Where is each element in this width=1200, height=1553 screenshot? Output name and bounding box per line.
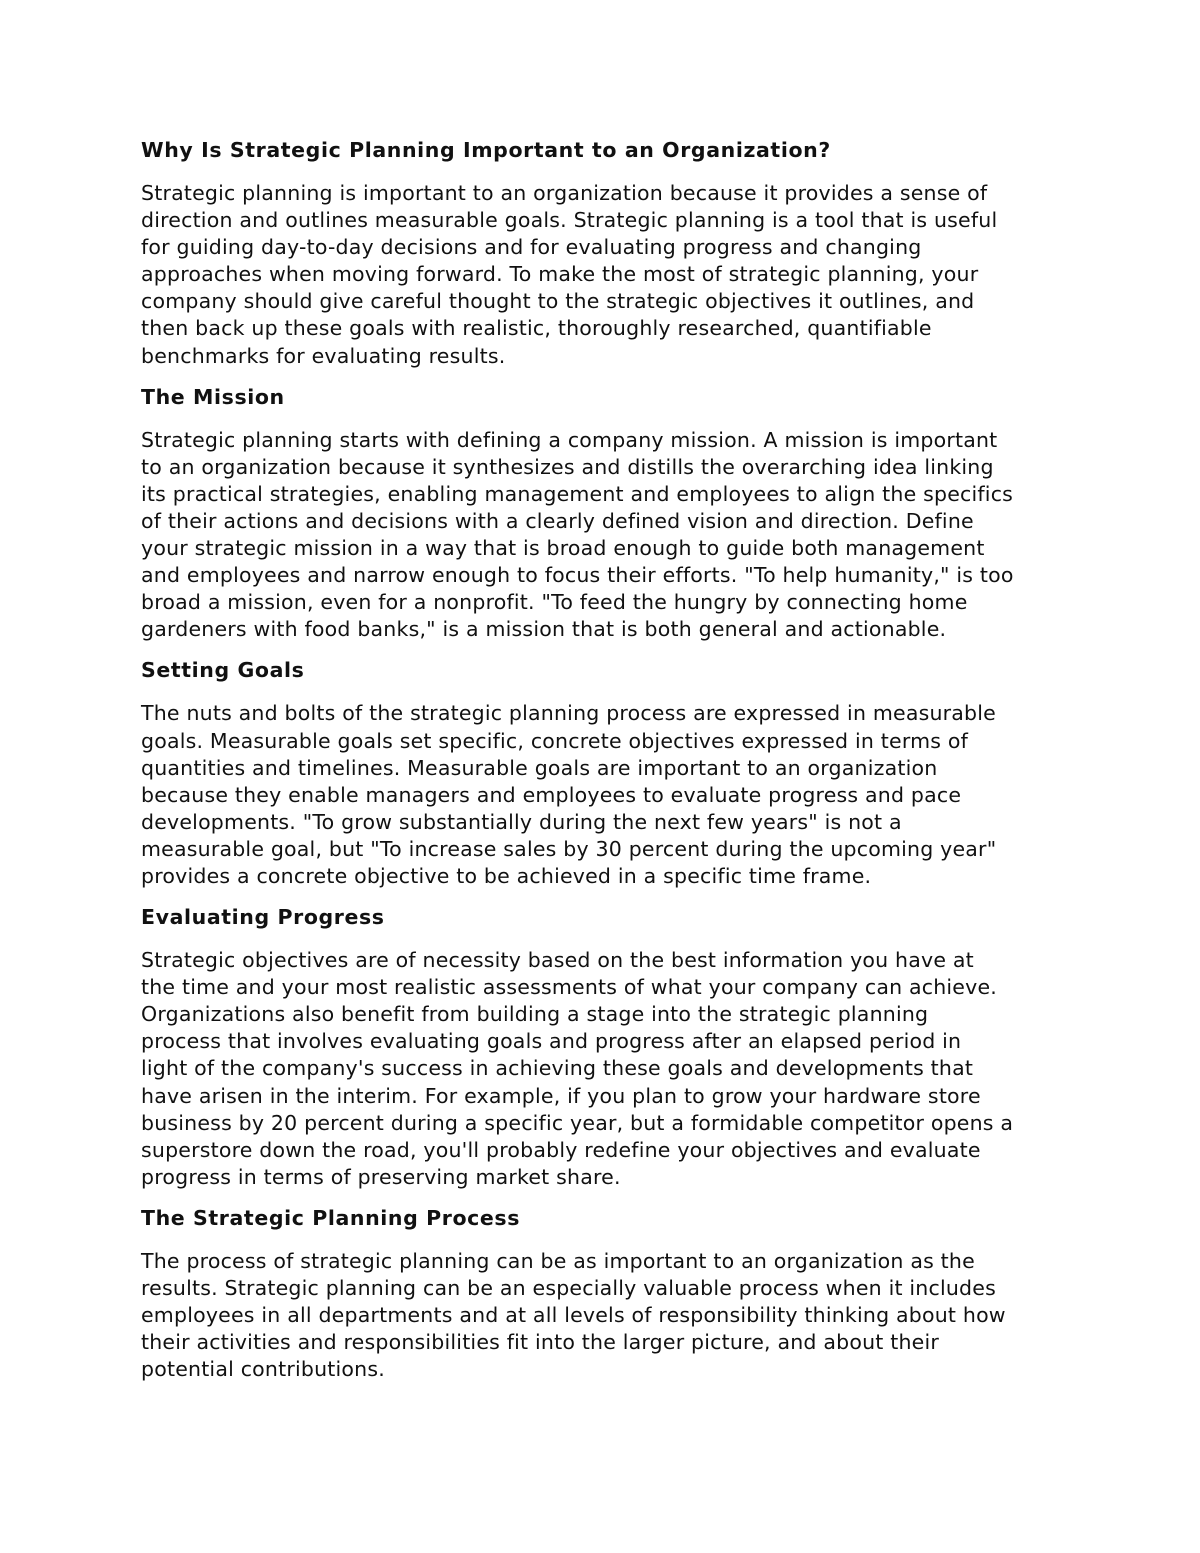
section-strategic-planning-importance [141, 137, 1071, 370]
section-planning-process [141, 1205, 1071, 1383]
section-body: Strategic planning starts with defining a company mission. A mission is important to an organization because it synthesizes and distills the overarching idea linking its practical strategies, enabling management and employees to align the specifics of their actions and decisions with a clearly defined vision and direction. Define your strategic mission in a way that is broad enough to guide both management and employees and narrow enough to focus their efforts. "To help humanity," is too broad a mission, even for a nonprofit. "To feed the hungry by connecting home gardeners with food banks," is a mission that is both general and actionable. [141, 427, 1014, 642]
section-body: The nuts and bolts of the strategic planning process are expressed in measurable goals. Measurable goals set specific, concrete objectives expressed in terms of quantities and timelines. Measurable goals are important to an organization because they enable managers and employees to evaluate progress and pace developments. "To grow substantially during the next few years" is not a measurable goal, but "To increase sales by 30 percent during the upcoming year" provides a concrete objective to be achieved in a specific time frame. [141, 701, 997, 888]
section-the-mission [141, 384, 1071, 644]
section-heading: Evaluating Progress [141, 905, 385, 930]
section-heading: Setting Goals [141, 658, 305, 683]
section-evaluating-progress [141, 904, 1071, 1191]
section-body: The process of strategic planning can be as important to an organization as the results. Strategic planning can be an especially valuable process when it includes employees in all departments and at all levels of responsibility thinking about how their activities and responsibilities fit into the larger picture, and about their potential contributions. [141, 1248, 1006, 1382]
document-page [141, 137, 1071, 1397]
section-heading: Why Is Strategic Planning Important to an Organization? [141, 138, 831, 162]
section-body: Strategic planning is important to an organization because it provides a sense of direction and outlines measurable goals. Strategic planning is a tool that is useful for guiding day-to-day decisions and for evaluating progress and changing approaches when moving forward. To make the most of strategic planning, your company should give careful thought to the strategic objectives it outlines, and then back up these goals with realistic, thoroughly researched, quantifiable benchmarks for evaluating results. [141, 181, 998, 368]
section-setting-goals [141, 657, 1071, 890]
section-heading: The Mission [141, 384, 285, 409]
section-body: Strategic objectives are of necessity based on the best information you have at the time and your most realistic assessments of what your company can achieve. Organizations also benefit from building a stage into the strategic planning process that involves evaluating goals and progress after an elapsed period in light of the company's success in achieving these goals and developments that have arisen in the interim. For example, if you plan to grow your hardware store business by 20 percent during a specific year, but a formidable competitor opens a superstore down the road, you'll probably redefine your objectives and evaluate progress in terms of preserving market share. [141, 948, 1014, 1189]
section-heading: The Strategic Planning Process [141, 1205, 521, 1230]
